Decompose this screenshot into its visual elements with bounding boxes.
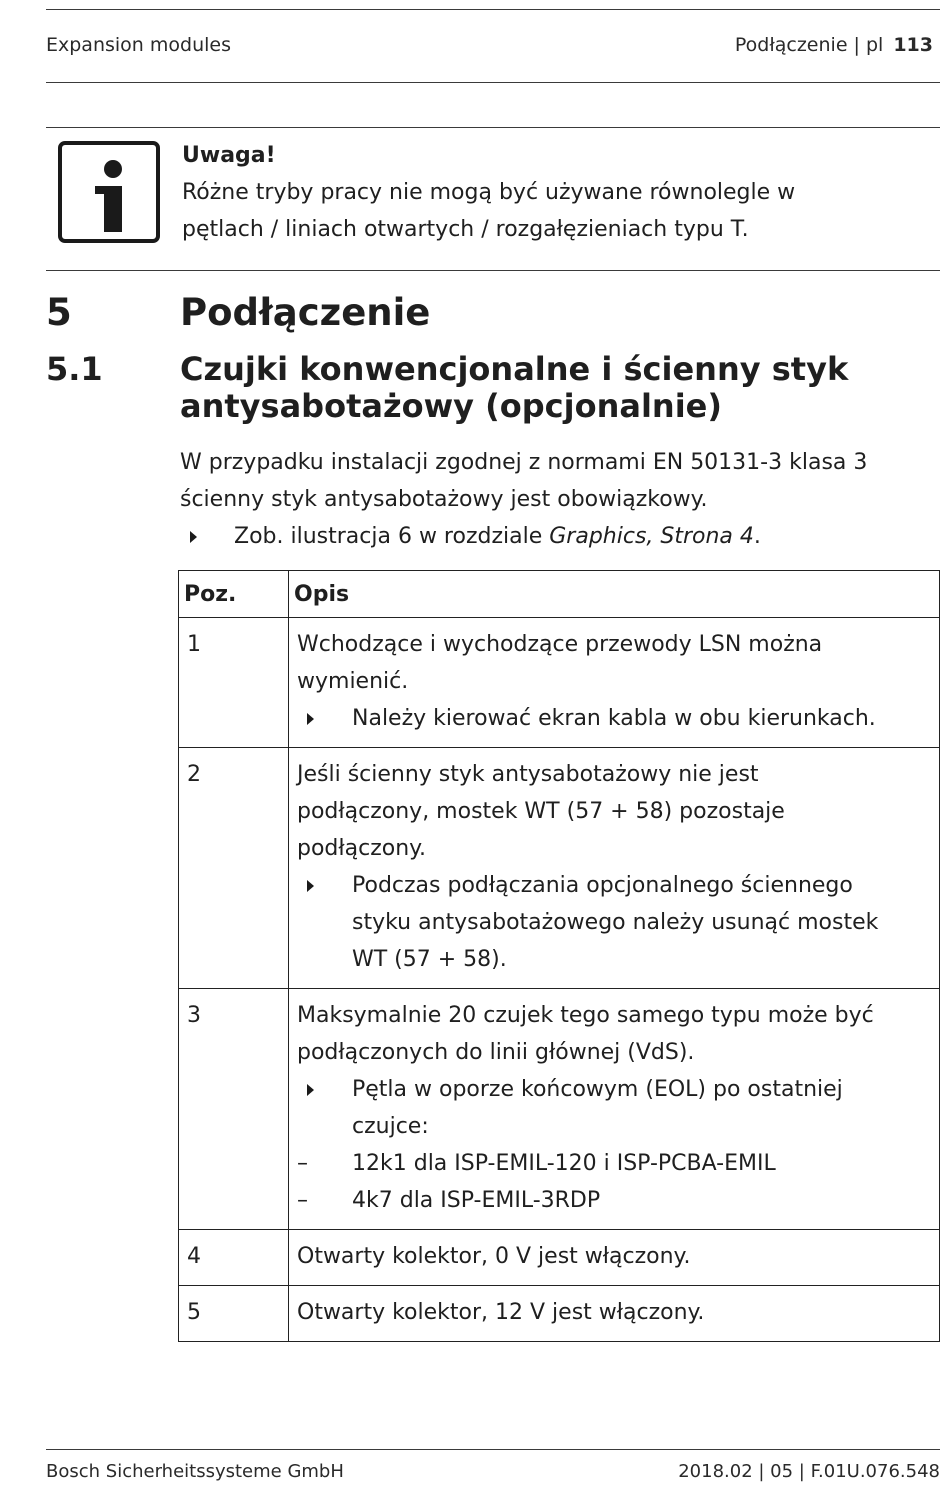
reference-prefix: Zob. ilustracja 6 w rozdziale [234, 524, 550, 549]
dash-marker: – [297, 1151, 308, 1176]
column-header-poz: Poz. [179, 571, 289, 618]
description-line: podłączony. [297, 836, 427, 861]
dash-marker: – [297, 1188, 308, 1213]
cell-poz: 5 [179, 1286, 289, 1342]
reference-link[interactable]: Graphics, Strona 4 [549, 524, 754, 549]
cell-opis [289, 1286, 940, 1342]
action-item-line: Należy kierować ekran kabla w obu kierunkach. [352, 706, 876, 731]
section-title-line-1: Czujki konwencjonalne i ścienny styk [180, 350, 849, 388]
cell-opis [289, 618, 940, 748]
section-title-line-2: antysabotażowy (opcjonalnie) [180, 387, 722, 425]
info-icon [58, 141, 160, 243]
description-line: Wchodzące i wychodzące przewody LSN można [297, 632, 823, 657]
cell-poz: 4 [179, 1230, 289, 1286]
top-rule [46, 9, 940, 10]
section-title [180, 351, 920, 425]
note-bottom-rule [46, 270, 940, 271]
bullet-arrow-icon [190, 531, 197, 543]
intro-line-2: ścienny styk antysabotażowy jest obowiązkowy. [180, 487, 708, 512]
action-item-line: czujce: [352, 1114, 429, 1139]
description-line: Otwarty kolektor, 0 V jest włączony. [297, 1244, 691, 1269]
description-line: wymienić. [297, 669, 409, 694]
dash-item-text: 4k7 dla ISP-EMIL-3RDP [352, 1188, 601, 1213]
cell-poz: 1 [179, 618, 289, 748]
intro-line-1: W przypadku instalacji zgodnej z normami EN 50131-3 klasa 3 [180, 450, 868, 475]
position-table [178, 570, 940, 1342]
action-item-line: Pętla w oporze końcowym (EOL) po ostatniej [352, 1077, 843, 1102]
column-header-opis: Opis [289, 571, 940, 618]
action-item-line: WT (57 + 58). [352, 947, 507, 972]
bullet-arrow-icon [307, 713, 314, 725]
header-doc-title: Expansion modules [46, 34, 231, 56]
note-title: Uwaga! [182, 143, 276, 168]
action-item-line: Podczas podłączania opcjonalnego ściennego [352, 873, 853, 898]
chapter-number: 5 [46, 291, 72, 334]
cell-poz: 3 [179, 989, 289, 1230]
reference-suffix: . [753, 524, 761, 549]
note-line-1: Różne tryby pracy nie mogą być używane równolegle w [182, 180, 796, 205]
cell-poz: 2 [179, 748, 289, 989]
reference-item [180, 518, 930, 555]
cell-opis [289, 748, 940, 989]
table-row [179, 748, 940, 989]
footer-doc-id: 2018.02 | 05 | F.01U.076.548 [678, 1461, 940, 1482]
footer-rule [46, 1449, 940, 1450]
table-row [179, 1230, 940, 1286]
table-row [179, 989, 940, 1230]
page-number: 113 [893, 34, 933, 56]
action-item [297, 700, 931, 737]
table-header-row [179, 571, 940, 618]
description-line: Jeśli ścienny styk antysabotażowy nie jest [297, 762, 759, 787]
bullet-arrow-icon [307, 880, 314, 892]
cell-opis [289, 1230, 940, 1286]
header-rule [46, 82, 940, 83]
bullet-arrow-icon [307, 1084, 314, 1096]
action-item-line: styku antysabotażowego należy usunąć mostek [352, 910, 879, 935]
note-box [182, 137, 922, 248]
section-number: 5.1 [46, 350, 103, 388]
intro-paragraph [180, 444, 930, 555]
description-line: podłączony, mostek WT (57 + 58) pozostaje [297, 799, 785, 824]
footer-company: Bosch Sicherheitssysteme GmbH [46, 1461, 344, 1482]
dash-item [297, 1182, 931, 1219]
table-row [179, 618, 940, 748]
description-line: podłączonych do linii głównej (VdS). [297, 1040, 695, 1065]
header-section-label: Podłączenie | pl [734, 34, 884, 56]
chapter-title: Podłączenie [180, 291, 431, 334]
action-item [297, 1071, 931, 1145]
table-body [179, 618, 940, 1342]
dash-item-text: 12k1 dla ISP-EMIL-120 i ISP-PCBA-EMIL [352, 1151, 776, 1176]
dash-item [297, 1145, 931, 1182]
note-top-rule [46, 127, 940, 128]
description-line: Maksymalnie 20 czujek tego samego typu może być [297, 1003, 874, 1028]
description-line: Otwarty kolektor, 12 V jest włączony. [297, 1300, 705, 1325]
note-line-2: pętlach / liniach otwartych / rozgałęzieniach typu T. [182, 217, 749, 242]
action-item [297, 867, 931, 978]
header-section [735, 34, 933, 56]
cell-opis [289, 989, 940, 1230]
table-row [179, 1286, 940, 1342]
